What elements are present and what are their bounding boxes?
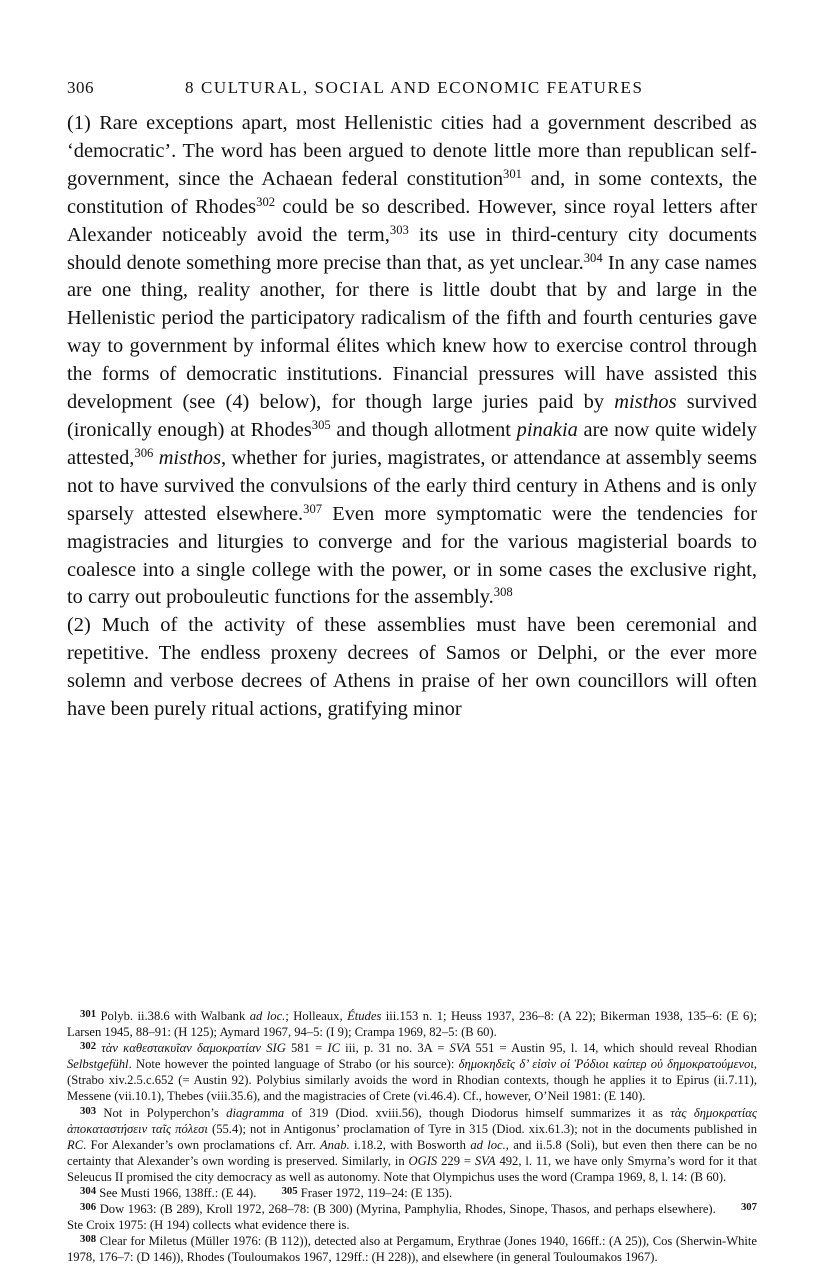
text-run: 229 = — [437, 1153, 475, 1168]
text-run: Clear for Miletus (Müller 1976: (B 112)), detected also at Pergamum, Erythrae (Jones 1940, 166ff.: (A 25)), Cos (Sherwin-White 1978, 176–7: (D 146)), Rhodes (Touloumakos 1967, 129ff.: (H 228)), and elsewhere (in general Touloumakos 1967). — [67, 1234, 757, 1265]
greek-quote: τὰν καθεστακυῖαν δαμοκρατίαν — [101, 1041, 261, 1056]
term-pinakia: pinakia — [516, 418, 578, 441]
text-run: i.18.2, with Bosworth — [349, 1137, 471, 1152]
text-run: , and ii.5.8 (Soli), but even then there can be no certainty that Alexander’s own wording is preserved. Similarly, in — [67, 1137, 757, 1168]
text-run: Selbstgefühl — [67, 1057, 129, 1072]
footnote-308 — [67, 1233, 757, 1265]
term-misthos: misthos — [614, 391, 677, 414]
text-run: (1) Rare exceptions apart, most Hellenistic cities had a government described as ‘democratic’. The word has been argued to denote little more than republican self-government, since the Achaean federal constitution — [67, 112, 757, 190]
footnote-number: 305 — [281, 1185, 298, 1198]
text-run: IC — [327, 1041, 340, 1056]
text-run: SVA — [474, 1153, 496, 1168]
text-run: ; Holleaux, — [285, 1009, 348, 1023]
text-run: ad loc. — [470, 1137, 506, 1152]
text-run: 581 = — [285, 1041, 328, 1056]
text-run: RC — [67, 1137, 84, 1152]
text-run: (55.4); not in Antigonus’ proclamation of Tyre in 315 (Diod. xix.61.3); not in the documents published in — [207, 1121, 757, 1136]
footnote-number: 306 — [80, 1201, 97, 1214]
footnote-number: 302 — [80, 1040, 97, 1053]
text-run: Even more symptomatic were the tendencies for magistracies and liturgies to converge and for the various magisterial boards to coalesce into a single college with the power, or in some cases the exclusive right, to carry out probouleutic functions for the assembly. — [67, 502, 757, 609]
text-run: iii, p. 31 no. 3A = — [339, 1041, 450, 1056]
text-run: Dow 1963: (B 289), Kroll 1972, 268–78: (B 300) (Myrina, Pamphylia, Rhodes, Sinope, Thasos, and perhaps elsewhere). — [96, 1202, 716, 1217]
paragraph-2: (2) Much of the activity of these assemblies must have been ceremonial and repetitive. The endless proxeny decrees of Samos or Delphi, or the ever more solemn and verbose decrees of Athens in praise of her own councillors will often have been purely ritual actions, gratifying minor — [67, 614, 757, 721]
text-run: 492, l. 11, we have only Smyrna’s word for it that Seleucus II promised the city democracy as well as autonomy. Note that Olympichus uses the word (Crampa 1969, 8, l. 14: (B 60). — [67, 1153, 757, 1184]
note-ref-301[interactable]: 301 — [503, 166, 522, 181]
footnote-302 — [67, 1040, 757, 1104]
text-run: . Note however the pointed language of Strabo (or his source): — [128, 1057, 459, 1072]
text-run: OGIS — [408, 1153, 438, 1168]
footnote-number: 303 — [80, 1104, 97, 1117]
text-run: Études — [347, 1009, 382, 1023]
text-run: and, in some contexts, the constitution of Rhodes — [67, 167, 757, 218]
text-run: , (Strabo xiv.2.5.c.652 (= Austin 92). Polybius similarly avoids the word in Rhodian contexts, though he applies it to Epirus (ii.7.11), Messene (vii.10.1), Thebes (viii.35.6), and the magistracies of Crete (vi.46.4). Cf., however, O’Neil 1981: (E 140). — [67, 1057, 757, 1104]
footnote-306-307 — [67, 1201, 757, 1233]
text-run: of 319 (Diod. xviii.56), though Diodorus himself summarizes it as — [284, 1105, 671, 1120]
footnote-number: 307 — [740, 1201, 757, 1214]
footnote-number: 304 — [80, 1185, 97, 1198]
greek-quote: τὰς δημοκρατίας ἀποκαταστήσειν ταῖς πόλεσι — [67, 1105, 757, 1136]
main-text — [67, 110, 757, 724]
note-ref-306[interactable]: 306 — [134, 445, 154, 460]
text-run: SIG — [266, 1041, 286, 1056]
footnote-301 — [67, 1008, 757, 1040]
text-run: In any case names are one thing, reality another, for there is little doubt that by and large in the Hellenistic period the participatory radicalism of the fifth and fourth centuries gave way to government by informal élites which knew how to exercise control through the forms of democratic institutions. Financial pressures will have assisted this development (see (4) below), for though large juries paid by — [67, 251, 757, 414]
text-run: survived (ironically enough) at Rhodes — [67, 391, 758, 441]
term-misthos: misthos — [158, 446, 222, 469]
text-run: its use in third-century city documents should denote something more precise than that, as yet unclear. — [67, 223, 757, 274]
text-run: ad loc. — [249, 1009, 286, 1023]
text-run: See Musti 1966, 138ff.: (E 44). — [96, 1186, 257, 1201]
text-run: Not in Polyperchon’s — [96, 1105, 227, 1120]
text-run: SVA — [449, 1041, 471, 1056]
chapter-title: 8 CULTURAL, SOCIAL AND ECONOMIC FEATURES — [185, 78, 644, 97]
note-ref-308[interactable]: 308 — [493, 585, 513, 600]
text-run: iii.153 n. 1; Heuss 1937, 236–8: (A 22); Bikerman 1938, 135–6: (E 6); Larsen 1945, 88–91: (H 125); Aymard 1967, 94–5: (I 9); Crampa 1969, 82–5: (B 60). — [67, 1009, 757, 1040]
text-run: . For Alexander’s own proclamations cf. Arr. — [83, 1137, 320, 1152]
running-head — [67, 78, 757, 98]
text-run: Polyb. ii.38.6 with Walbank — [96, 1009, 250, 1023]
note-ref-303[interactable]: 303 — [389, 222, 409, 237]
note-ref-307[interactable]: 307 — [303, 501, 323, 516]
text-run: could be so described. However, since royal letters after Alexander noticeably avoid the term, — [67, 195, 757, 246]
text-run: are now quite widely attested, — [67, 418, 757, 469]
text-run: and though allotment — [330, 418, 517, 441]
text-run: diagramma — [226, 1105, 285, 1120]
footnote-304-305 — [67, 1185, 757, 1201]
text-run: , whether for juries, magistrates, or attendance at assembly seems not to have survived the convulsions of the early third century in Athens and is only sparsely attested elsewhere. — [67, 446, 757, 525]
text-run: Fraser 1972, 119–24: (E 135). — [297, 1186, 453, 1201]
greek-quote: δημοκηδεῖς δ’ εἰσὶν οἱ Ῥόδιοι καίπερ οὐ δημοκρατούμενοι — [458, 1057, 754, 1072]
footnote-number: 301 — [80, 1008, 97, 1021]
text-run: 551 = Austin 95, l. 14, which should reveal Rhodian — [470, 1041, 757, 1056]
note-ref-302[interactable]: 302 — [256, 194, 276, 209]
footnote-number: 308 — [80, 1233, 97, 1246]
footnotes — [67, 1008, 757, 1266]
note-ref-304[interactable]: 304 — [583, 250, 603, 265]
page-number: 306 — [67, 78, 94, 97]
text-run: Anab. — [319, 1137, 350, 1152]
note-ref-305[interactable]: 305 — [311, 418, 331, 433]
footnote-303 — [67, 1105, 757, 1185]
text-run: Ste Croix 1975: (H 194) collects what evidence there is. — [67, 1218, 350, 1233]
paragraph-1 — [67, 110, 757, 612]
